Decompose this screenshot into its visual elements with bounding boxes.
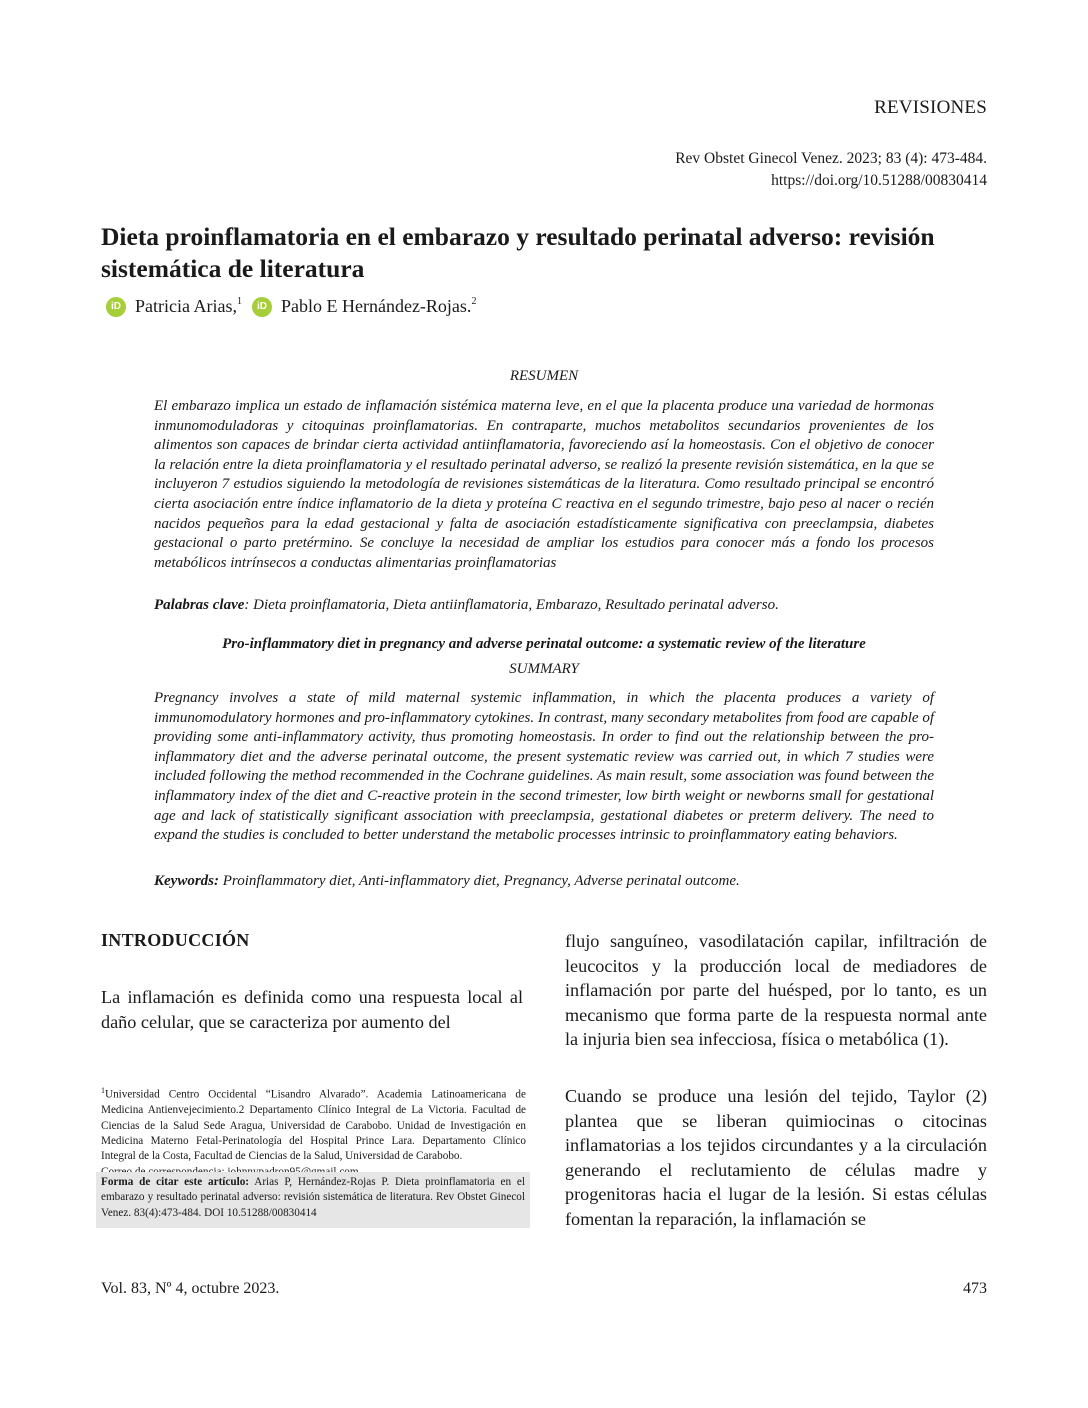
- introduction-heading: INTRODUCCIÓN: [101, 930, 250, 950]
- intro-paragraph-right-1: flujo sanguíneo, vasodilatación capilar, infiltración de leucocitos y la producción local de mediadores de inflamación por parte del huésped, por lo tanto, es un mecanismo que forma parte de la respuesta normal ante la injuria bien sea infecciosa, física o metabólica (1).: [565, 931, 987, 1049]
- summary-heading: SUMMARY: [509, 661, 579, 677]
- intro-paragraph-left: La inflamación es definida como una respuesta local al daño celular, que se caracteriza por aumento del: [101, 987, 523, 1032]
- author-1: [135, 296, 242, 317]
- keywords-label: Keywords:: [154, 873, 219, 889]
- author-affiliation: 2: [471, 296, 477, 307]
- author-affiliation: 1: [236, 296, 242, 307]
- keywords: [154, 873, 934, 890]
- journal-reference: Rev Obstet Ginecol Venez. 2023; 83 (4): 473-484.: [675, 150, 987, 167]
- volume-info: Vol. 83, Nº 4, octubre 2023.: [101, 1280, 280, 1297]
- resumen-heading: RESUMEN: [509, 368, 579, 384]
- resumen-text: El embarazo implica un estado de inflamación sistémica materna leve, en el que la placenta produce una variedad de hormonas inmunomoduladoras y citoquinas proinflamatorias. En contraparte, muchos metabolitos secundarios provenientes de los alimentos son capaces de brindar cierta actividad antiinflamatoria, favoreciendo así la homeostasis. Con el objetivo de conocer la relación entre la dieta proinflamatoria y el resultado perinatal adverso, se realizó la presente revisión sistemática, en la que se incluyeron 7 estudios siguiendo la metodología de revisiones sistemáticas de la literatura. Como resultado principal se encontró cierta asociación entre índice inflamatorio de la dieta y proteína C reactiva en el segundo trimestre, bajo peso al nacer o recién nacidos pequeños para la edad gestacional y falta de asociación estadísticamente significativa con preeclampsia, diabetes gestacional o parto pretérmino. Se concluye la necesidad de ampliar los estudios para conocer más a fondo los procesos metabólicos intrínsecos a conductas alimentarias proinflamatorias: [154, 398, 934, 571]
- section-label: REVISIONES: [874, 97, 987, 118]
- author-2: [281, 296, 476, 317]
- keywords-list: : Dieta proinflamatoria, Dieta antiinflamatoria, Embarazo, Resultado perinatal adverso.: [244, 597, 779, 613]
- author-name: Patricia Arias,: [135, 296, 237, 316]
- cite-label: Forma de citar este artículo:: [101, 1176, 250, 1188]
- keywords-list: Proinflammatory diet, Anti-inflammatory diet, Pregnancy, Adverse perinatal outcome.: [219, 873, 740, 889]
- palabras-clave: [154, 597, 934, 614]
- journal-citation: [675, 148, 987, 192]
- summary-text: Pregnancy involves a state of mild maternal systemic inflammation, in which the placenta produces a variety of immunomodulatory hormones and pro-inflammatory cytokines. In contrast, many secondary metabolites from food are capable of providing some anti-inflammatory activity, thus promoting homeostasis. In order to find out the relationship between the pro-inflammatory diet and the adverse perinatal outcome, the present systematic review was carried out, in which 7 studies were included following the method recommended in the Cochrane guidelines. As main result, some association was found between the inflammatory index of the diet and C-reactive protein in the second trimester, low birth weight or newborns small for gestational age and lack of statistically significant association with preeclampsia, gestational diabetes or preterm delivery. The need to expand the studies is concluded to better understand the metabolic processes intrinsic to proinflammatory eating behaviors.: [154, 690, 934, 844]
- author-list: [106, 296, 476, 317]
- english-title: Pro-inflammatory diet in pregnancy and adverse perinatal outcome: a systematic review of the literature: [222, 636, 866, 652]
- footnote-affiliations: [101, 1083, 526, 1180]
- cite-text: Arias P, Hernández-Rojas P. Dieta proinflamatoria en el embarazo y resultado perinatal adverso: revisión sistemática de literatura. Rev Obstet Ginecol Venez. 83(4):473-484. DOI 10.51288/00830414: [101, 1176, 525, 1219]
- affiliations-text: Universidad Centro Occidental “Lisandro Alvarado”. Academia Latinoamericana de Medicina Antienvejecimiento.2 Departamento Clínico Integral de La Victoria. Facultad de Ciencias de la Salud Sede Aragua, Universidad de Carabobo. Unidad de Investigación en Medicina Materno Fetal-Perinatología del Hospital Prince Lara. Departamento Clínico Integral de la Costa, Facultad de Ciencias de la Salud, Universidad de Carabobo.: [101, 1088, 526, 1163]
- cite-box: [96, 1172, 530, 1228]
- intro-paragraph-right-2: Cuando se produce una lesión del tejido, Taylor (2) plantea que se liberan quimiocinas o citocinas inflamatorias a los tejidos circundantes y a la circulación generando el reclutamiento de células madre y progenitoras hacia el lugar de la lesión. Si estas células fomentan la reparación, la inflamación se: [565, 1086, 987, 1229]
- page-number: 473: [963, 1280, 987, 1297]
- keywords-label: Palabras clave: [154, 597, 245, 613]
- orcid-icon[interactable]: iD: [252, 297, 272, 317]
- orcid-icon[interactable]: iD: [106, 297, 126, 317]
- doi-link[interactable]: https://doi.org/10.51288/00830414: [771, 172, 987, 189]
- author-name: Pablo E Hernández-Rojas.: [280, 296, 472, 316]
- article-title: Dieta proinflamatoria en el embarazo y resultado perinatal adverso: revisión sistemática de literatura: [101, 222, 935, 283]
- footnote-marker: 1: [101, 1086, 105, 1095]
